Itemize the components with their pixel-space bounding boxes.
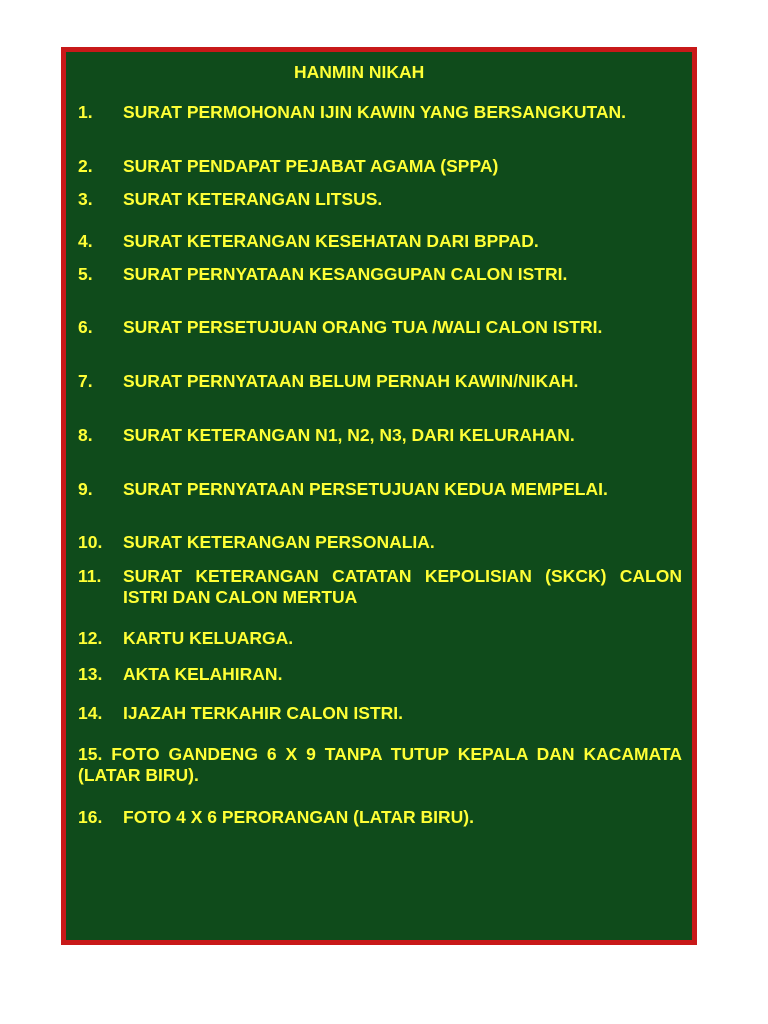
- list-item-16: [78, 807, 682, 828]
- item-number: 6.: [78, 317, 93, 337]
- item-number: 9.: [78, 479, 93, 499]
- item-number: 14.: [78, 703, 103, 723]
- item-text-full: [78, 744, 682, 786]
- item-text: SURAT PENDAPAT PEJABAT AGAMA (SPPA): [123, 156, 499, 176]
- list-item-10: [78, 532, 682, 553]
- list-item-15: [78, 744, 682, 786]
- list-item-7: [78, 371, 682, 392]
- item-text: KARTU KELUARGA.: [123, 628, 294, 648]
- list-item-5: [78, 264, 682, 285]
- item-number: 8.: [78, 425, 93, 445]
- item-text: SURAT KETERANGAN KESEHATAN DARI BPPAD.: [123, 231, 539, 251]
- item-text: IJAZAH TERKAHIR CALON ISTRI.: [123, 703, 403, 723]
- item-number: 15.: [78, 744, 103, 764]
- item-number: 1.: [78, 102, 93, 122]
- document-title: HANMIN NIKAH: [294, 62, 425, 82]
- item-text: SURAT KETERANGAN CATATAN KEPOLISIAN (SKCK) CALON ISTRI DAN CALON MERTUA: [123, 566, 682, 607]
- requirements-panel: [61, 47, 697, 945]
- item-number: 10.: [78, 532, 103, 552]
- list-item-2: [78, 156, 682, 177]
- list-item-13: [78, 664, 682, 685]
- item-number: 3.: [78, 189, 93, 209]
- item-text: SURAT PERNYATAAN KESANGGUPAN CALON ISTRI.: [123, 264, 568, 284]
- item-text: SURAT PERSETUJUAN ORANG TUA /WALI CALON ISTRI.: [123, 317, 603, 337]
- item-text: SURAT PERMOHONAN IJIN KAWIN YANG BERSANGKUTAN.: [123, 102, 626, 122]
- item-text: FOTO GANDENG 6 X 9 TANPA TUTUP KEPALA DAN KACAMATA (LATAR BIRU).: [78, 744, 682, 785]
- item-number: 16.: [78, 807, 103, 827]
- item-text: SURAT PERNYATAAN BELUM PERNAH KAWIN/NIKAH.: [123, 371, 579, 391]
- list-item-11: [78, 566, 682, 608]
- item-number: 12.: [78, 628, 103, 648]
- item-text: AKTA KELAHIRAN.: [123, 664, 283, 684]
- list-item-4: [78, 231, 682, 252]
- list-item-8: [78, 425, 682, 446]
- list-item-14: [78, 703, 682, 724]
- list-item-1: [78, 102, 682, 123]
- item-text: SURAT KETERANGAN N1, N2, N3, DARI KELURAHAN.: [123, 425, 575, 445]
- list-item-9: [78, 479, 682, 500]
- item-number: 2.: [78, 156, 93, 176]
- item-number: 5.: [78, 264, 93, 284]
- item-text: SURAT KETERANGAN PERSONALIA.: [123, 532, 435, 552]
- item-text: SURAT PERNYATAAN PERSETUJUAN KEDUA MEMPELAI.: [123, 479, 608, 499]
- item-number: 7.: [78, 371, 93, 391]
- item-number: 11.: [78, 566, 102, 586]
- list-item-3: [78, 189, 682, 210]
- item-text: FOTO 4 X 6 PERORANGAN (LATAR BIRU).: [123, 807, 474, 827]
- list-item-6: [78, 317, 682, 338]
- list-item-12: [78, 628, 682, 649]
- item-number: 4.: [78, 231, 93, 251]
- item-text: SURAT KETERANGAN LITSUS.: [123, 189, 383, 209]
- item-number: 13.: [78, 664, 103, 684]
